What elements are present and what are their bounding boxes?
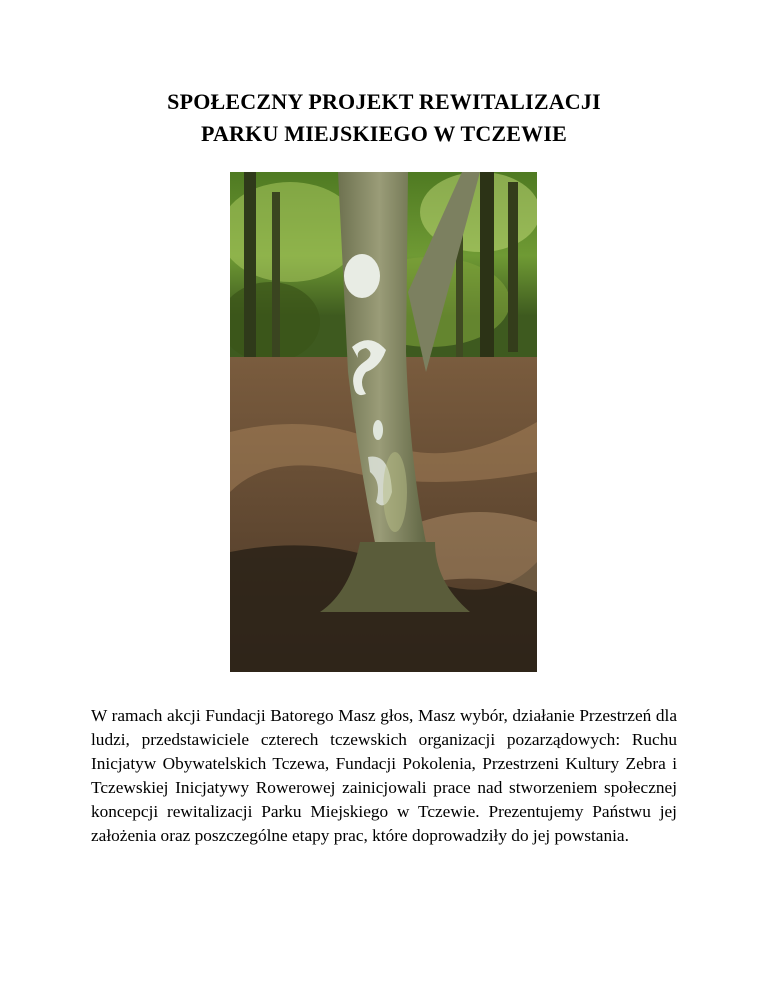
intro-paragraph: W ramach akcji Fundacji Batorego Masz głos, Masz wybór, działanie Przestrzeń dla ludzi, przedstawiciele czterech tczewskich organizacji pozarządowych: Ruchu Inicjatyw Obywatelskich Tczewa, Fundacji Pokolenia, Przestrzeni Kultury Zebra i Tczewskiej Inicjatywy Rowerowej zainicjowali prace nad stworzeniem społecznej koncepcji rewitalizacji Parku Miejskiego w Tczewie. Prezentujemy Państwu jej założenia oraz poszczególne etapy prac, które doprowadziły do jej powstania. bbox=[91, 706, 677, 845]
page-title bbox=[0, 86, 768, 150]
park-tree-photo bbox=[230, 172, 537, 672]
title-line-1: SPOŁECZNY PROJEKT REWITALIZACJI bbox=[167, 89, 601, 114]
title-line-2: PARKU MIEJSKIEGO W TCZEWIE bbox=[200, 121, 568, 146]
